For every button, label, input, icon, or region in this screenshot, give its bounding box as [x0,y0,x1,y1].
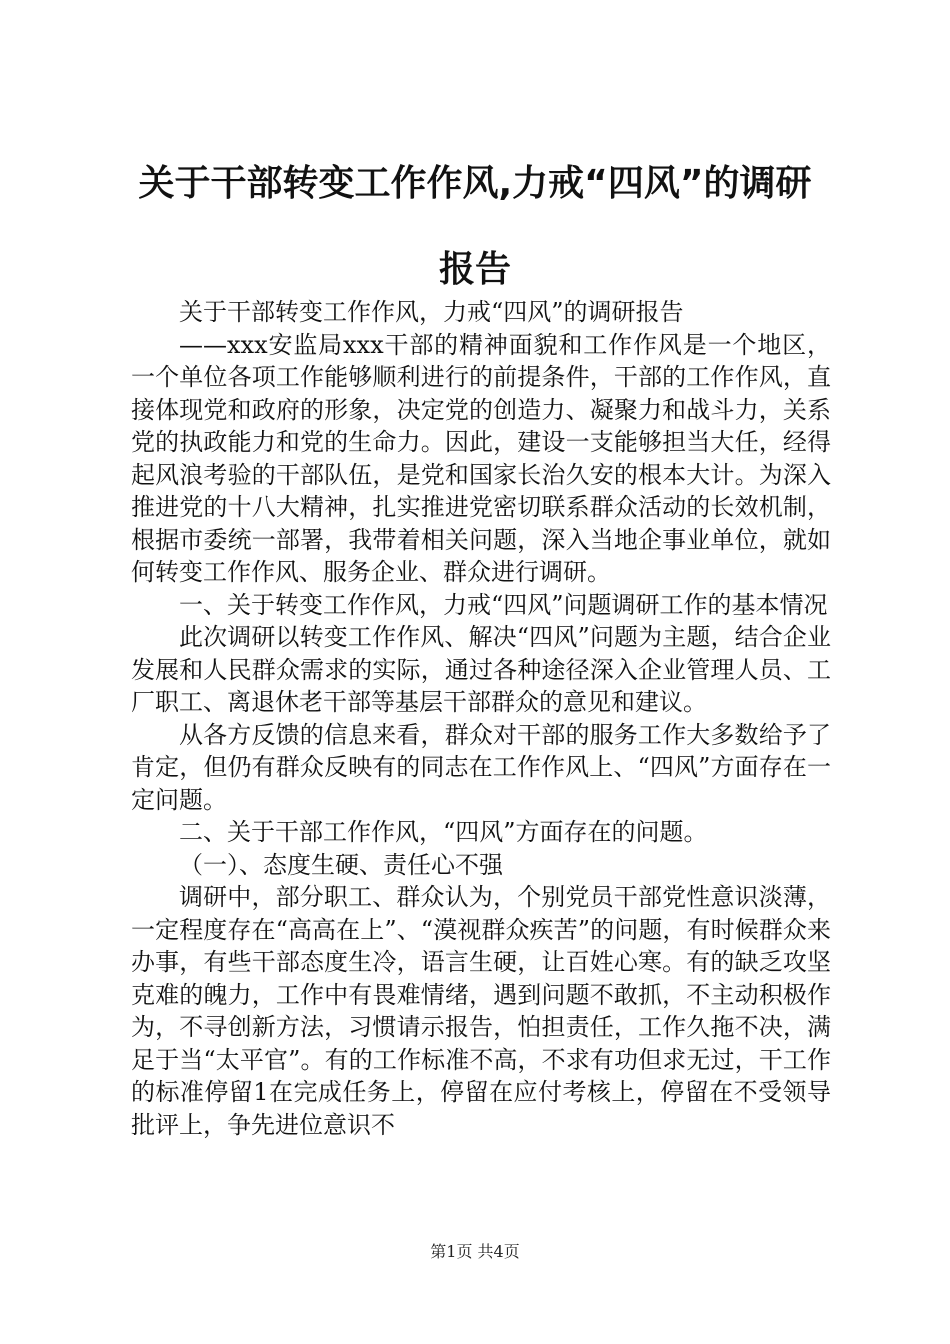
paragraph-survey: 此次调研以转变工作作风、解决“四风”问题为主题，结合企业发展和人民群众需求的实际，通过各种途径深入企业管理人员、工厂职工、离退休老干部等基层干部群众的意见和建议。 [131,623,831,716]
paragraph-subtitle: 关于干部转变工作作风，力戒“四风”的调研报告 [179,298,684,326]
document-title-line-1: 关于干部转变工作作风,力戒“四风”的调研 [138,163,812,204]
subsection-heading-1: （一）、态度生硬、责任心不强 [179,850,503,879]
section-heading-1: 一、关于转变工作作风，力戒“四风”问题调研工作的基本情况 [179,590,828,619]
section-heading-2: 二、关于干部工作作风，“四风”方面存在的问题。 [179,818,708,846]
document-body [131,296,831,1141]
paragraph-attitude: 调研中，部分职工、群众认为，个别党员干部党性意识淡薄，一定程度存在“高高在上”、“漠视群众疾苦”的问题，有时候群众来办事，有些干部态度生冷，语言生硬，让百姓心寒。有的缺乏攻坚克难的魄力，工作中有畏难情绪，遇到问题不敢抓，不主动积极作为，不寻创新方法，习惯请示报告，怕担责任，工作久拖不决，满足于当“太平官”。有的工作标准不高，不求有功但求无过，干工作的标准停留1在完成任务上，停留在应付考核上，停留在不受领导批评上，争先进位意识不 [131,883,831,1139]
paragraph-feedback: 从各方反馈的信息来看，群众对干部的服务工作大多数给予了肯定，但仍有群众反映有的同志在工作作风上、“四风”方面存在一定问题。 [131,720,831,814]
page-number-footer: 第1页 共4页 [430,1242,520,1261]
document-title-line-2: 报告 [438,249,511,290]
paragraph-intro: ——xxx安监局xxx干部的精神面貌和工作作风是一个地区，一个单位各项工作能够顺利进行的前提条件，干部的工作作风，直接体现党和政府的形象，决定党的创造力、凝聚力和战斗力，关系党的执政能力和党的生命力。因此，建设一支能够担当大任，经得起风浪考验的干部队伍，是党和国家长治久安的根本大计。为深入推进党的十八大精神，扎实推进党密切联系群众活动的长效机制，根据市委统一部署，我带着相关问题，深入当地企事业单位，就如何转变工作作风、服务企业、群众进行调研。 [131,330,831,586]
